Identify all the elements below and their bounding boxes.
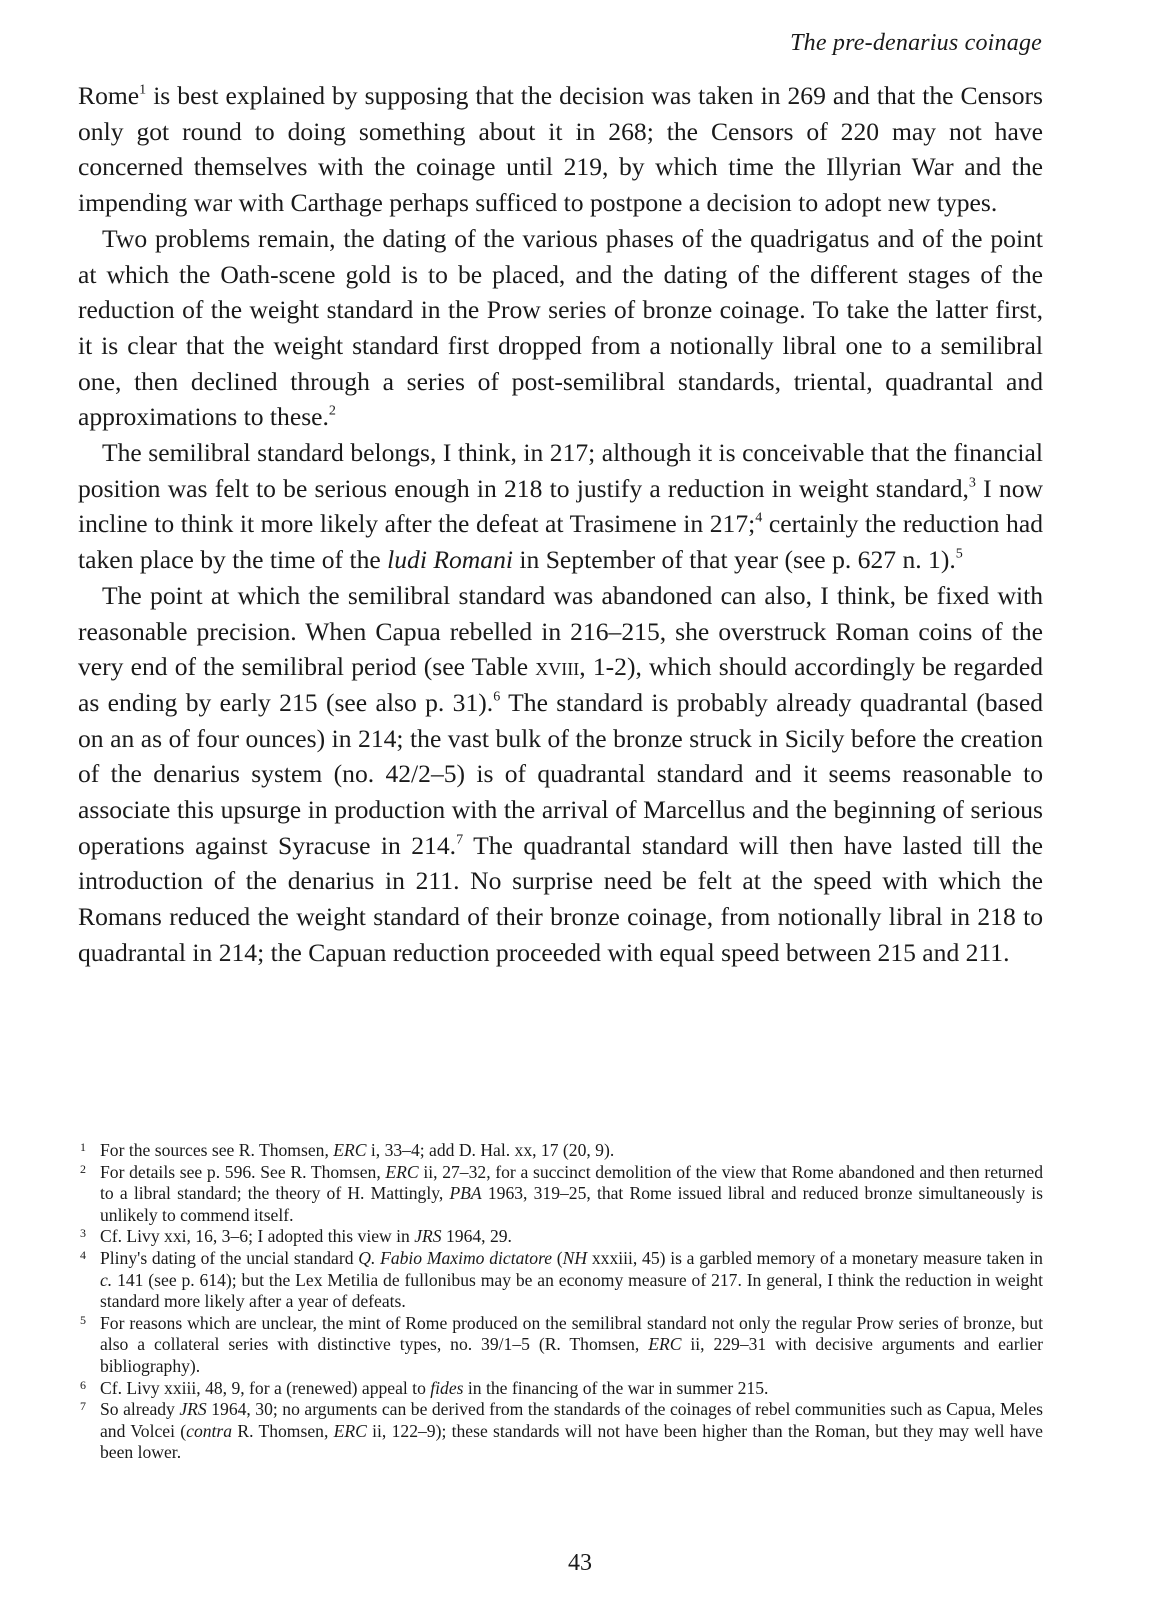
paragraph: Rome$^1$ is best explained by supposing that the decision was taken in 269 and that the Censors only got round to doing something about it in 268; the Censors of 220 may not have concerned themselves with the coinage until 219, by which time the Illyrian War and the impending war with Carthage perhaps sufficed to postpone a decision to adopt new types.	[78, 81, 1043, 218]
footnote	[78, 1226, 1043, 1248]
italic-text: Q. Fabio Maximo dictatore	[358, 1247, 553, 1268]
footnote-text: For details see p. 596. See R. Thomsen, ERC ii, 27–32, for a succinct demolition of the view that Rome abandoned and then returned to a libral standard; the theory of H. Mattingly, PBA 1963, 319–25, that Rome issued libral and reduced bronze simultaneously is unlikely to commend itself.	[100, 1161, 1043, 1225]
footnote-text: Cf. Livy xxi, 16, 3–6; I adopted this view in JRS 1964, 29.	[100, 1226, 512, 1247]
footnotes	[78, 1140, 1043, 1464]
footnote-number: 4	[80, 1247, 86, 1262]
italic-text: JRS	[414, 1226, 442, 1247]
italic-text: ERC	[648, 1334, 682, 1355]
footnote-text: For reasons which are unclear, the mint of Rome produced on the semilibral standard not only the regular Prow series of bronze, but also a collateral series with distinctive types, no. 39/1–5 (R. Thomsen, ERC ii, 229–31 with decisive arguments and earlier bibliography).	[100, 1312, 1044, 1376]
footnote-text: For the sources see R. Thomsen, ERC i, 33–4; add D. Hal. xx, 17 (20, 9).	[100, 1140, 615, 1160]
footnote-number: 3	[80, 1226, 86, 1241]
footnote-number: 1	[80, 1140, 86, 1154]
footnote	[78, 1313, 1043, 1378]
italic-text: fides	[430, 1377, 464, 1398]
paragraph: Two problems remain, the dating of the various phases of the quadrigatus and of the point at which the Oath-scene gold is to be placed, and the dating of the different stages of the reduction of the weight standard in the Prow series of bronze coinage. To take the latter first, it is clear that the weight standard first dropped from a notionally libral one to a semilibral one, then declined through a series of post-semilibral standards, triental, quadrantal and approximations to these.$^2$	[78, 223, 1043, 432]
footnote	[78, 1248, 1043, 1313]
page-number: 43	[568, 1550, 592, 1576]
italic-text: JRS	[179, 1399, 207, 1420]
footnote-number: 6	[80, 1377, 86, 1392]
footnote-number: 2	[80, 1161, 86, 1176]
footnote-ref: 4	[755, 509, 763, 526]
footnote-ref: 2	[328, 402, 336, 419]
italic-text: c.	[100, 1269, 113, 1290]
italic-text: contra	[186, 1420, 233, 1441]
body-text	[78, 78, 1043, 971]
italic-text: NH	[562, 1247, 588, 1268]
italic-text: ludi Romani	[387, 545, 513, 575]
italic-text: ERC	[333, 1140, 367, 1160]
italic-text: PBA	[449, 1183, 482, 1204]
footnote-ref: 3	[968, 474, 976, 491]
footnote	[78, 1399, 1043, 1464]
footnote	[78, 1378, 1043, 1400]
paragraph: The semilibral standard belongs, I think, in 217; although it is conceivable that the financial position was felt to be serious enough in 218 to justify a reduction in weight standard,$^3$ I now incline to think it more likely after the defeat at Trasimene in 217;$^4$ certainly the reduction had taken place by the time of the ludi Romani in September of that year (see p. 627 n. 1).$^5$	[78, 438, 1043, 575]
footnote-ref: 6	[493, 688, 501, 705]
footnote-ref: 5	[955, 545, 963, 562]
footnote-number: 5	[80, 1312, 86, 1327]
footnote-text: Cf. Livy xxiii, 48, 9, for a (renewed) appeal to fides in the financing of the war in summer 215.	[100, 1377, 769, 1398]
running-head: The pre-denarius coinage	[790, 30, 1042, 56]
italic-text: ERC	[333, 1420, 367, 1441]
italic-text: ERC	[385, 1161, 419, 1182]
footnote-ref: 7	[456, 831, 464, 848]
footnote-number: 7	[80, 1399, 86, 1414]
footnote-text: Pliny's dating of the uncial standard Q. Fabio Maximo dictatore (NH xxxiii, 45) is a garbled memory of a monetary measure taken in c. 141 (see p. 614); but the Lex Metilia de fullonibus may be an economy measure of 217. In general, I think the reduction in weight standard more likely after a year of defeats.	[100, 1247, 1043, 1312]
footnote-text: So already JRS 1964, 30; no arguments can be derived from the standards of the coinages of rebel communities such as Capua, Meles and Volcei (contra R. Thomsen, ERC ii, 122–9); these standards will not have been higher than the Roman, but they may well have been lower.	[100, 1399, 1043, 1463]
footnote	[78, 1162, 1043, 1227]
paragraph: The point at which the semilibral standard was abandoned can also, I think, be fixed with reasonable precision. When Capua rebelled in 216–215, she overstruck Roman coins of the very end of the semilibral period (see Table xviii, 1-2), which should accordingly be regarded as ending by early 215 (see also p. 31).$^6$ The standard is probably already quadrantal (based on an as of four ounces) in 214; the vast bulk of the bronze struck in Sicily before the creation of the denarius system (no. 42/2–5) is of quadrantal standard and it seems reasonable to associate this upsurge in production with the arrival of Marcellus and the beginning of serious operations against Syracuse in 214.$^7$ The quadrantal standard will then have lasted till the introduction of the denarius in 211. No surprise need be felt at the speed with which the Romans reduced the weight standard of their bronze coinage, from notionally libral in 218 to quadrantal in 214; the Capuan reduction proceeded with equal speed between 215 and 211.	[78, 580, 1043, 967]
footnote	[78, 1140, 1043, 1162]
footnote-ref: 1	[139, 81, 147, 98]
small-caps-text: xviii	[535, 652, 580, 682]
